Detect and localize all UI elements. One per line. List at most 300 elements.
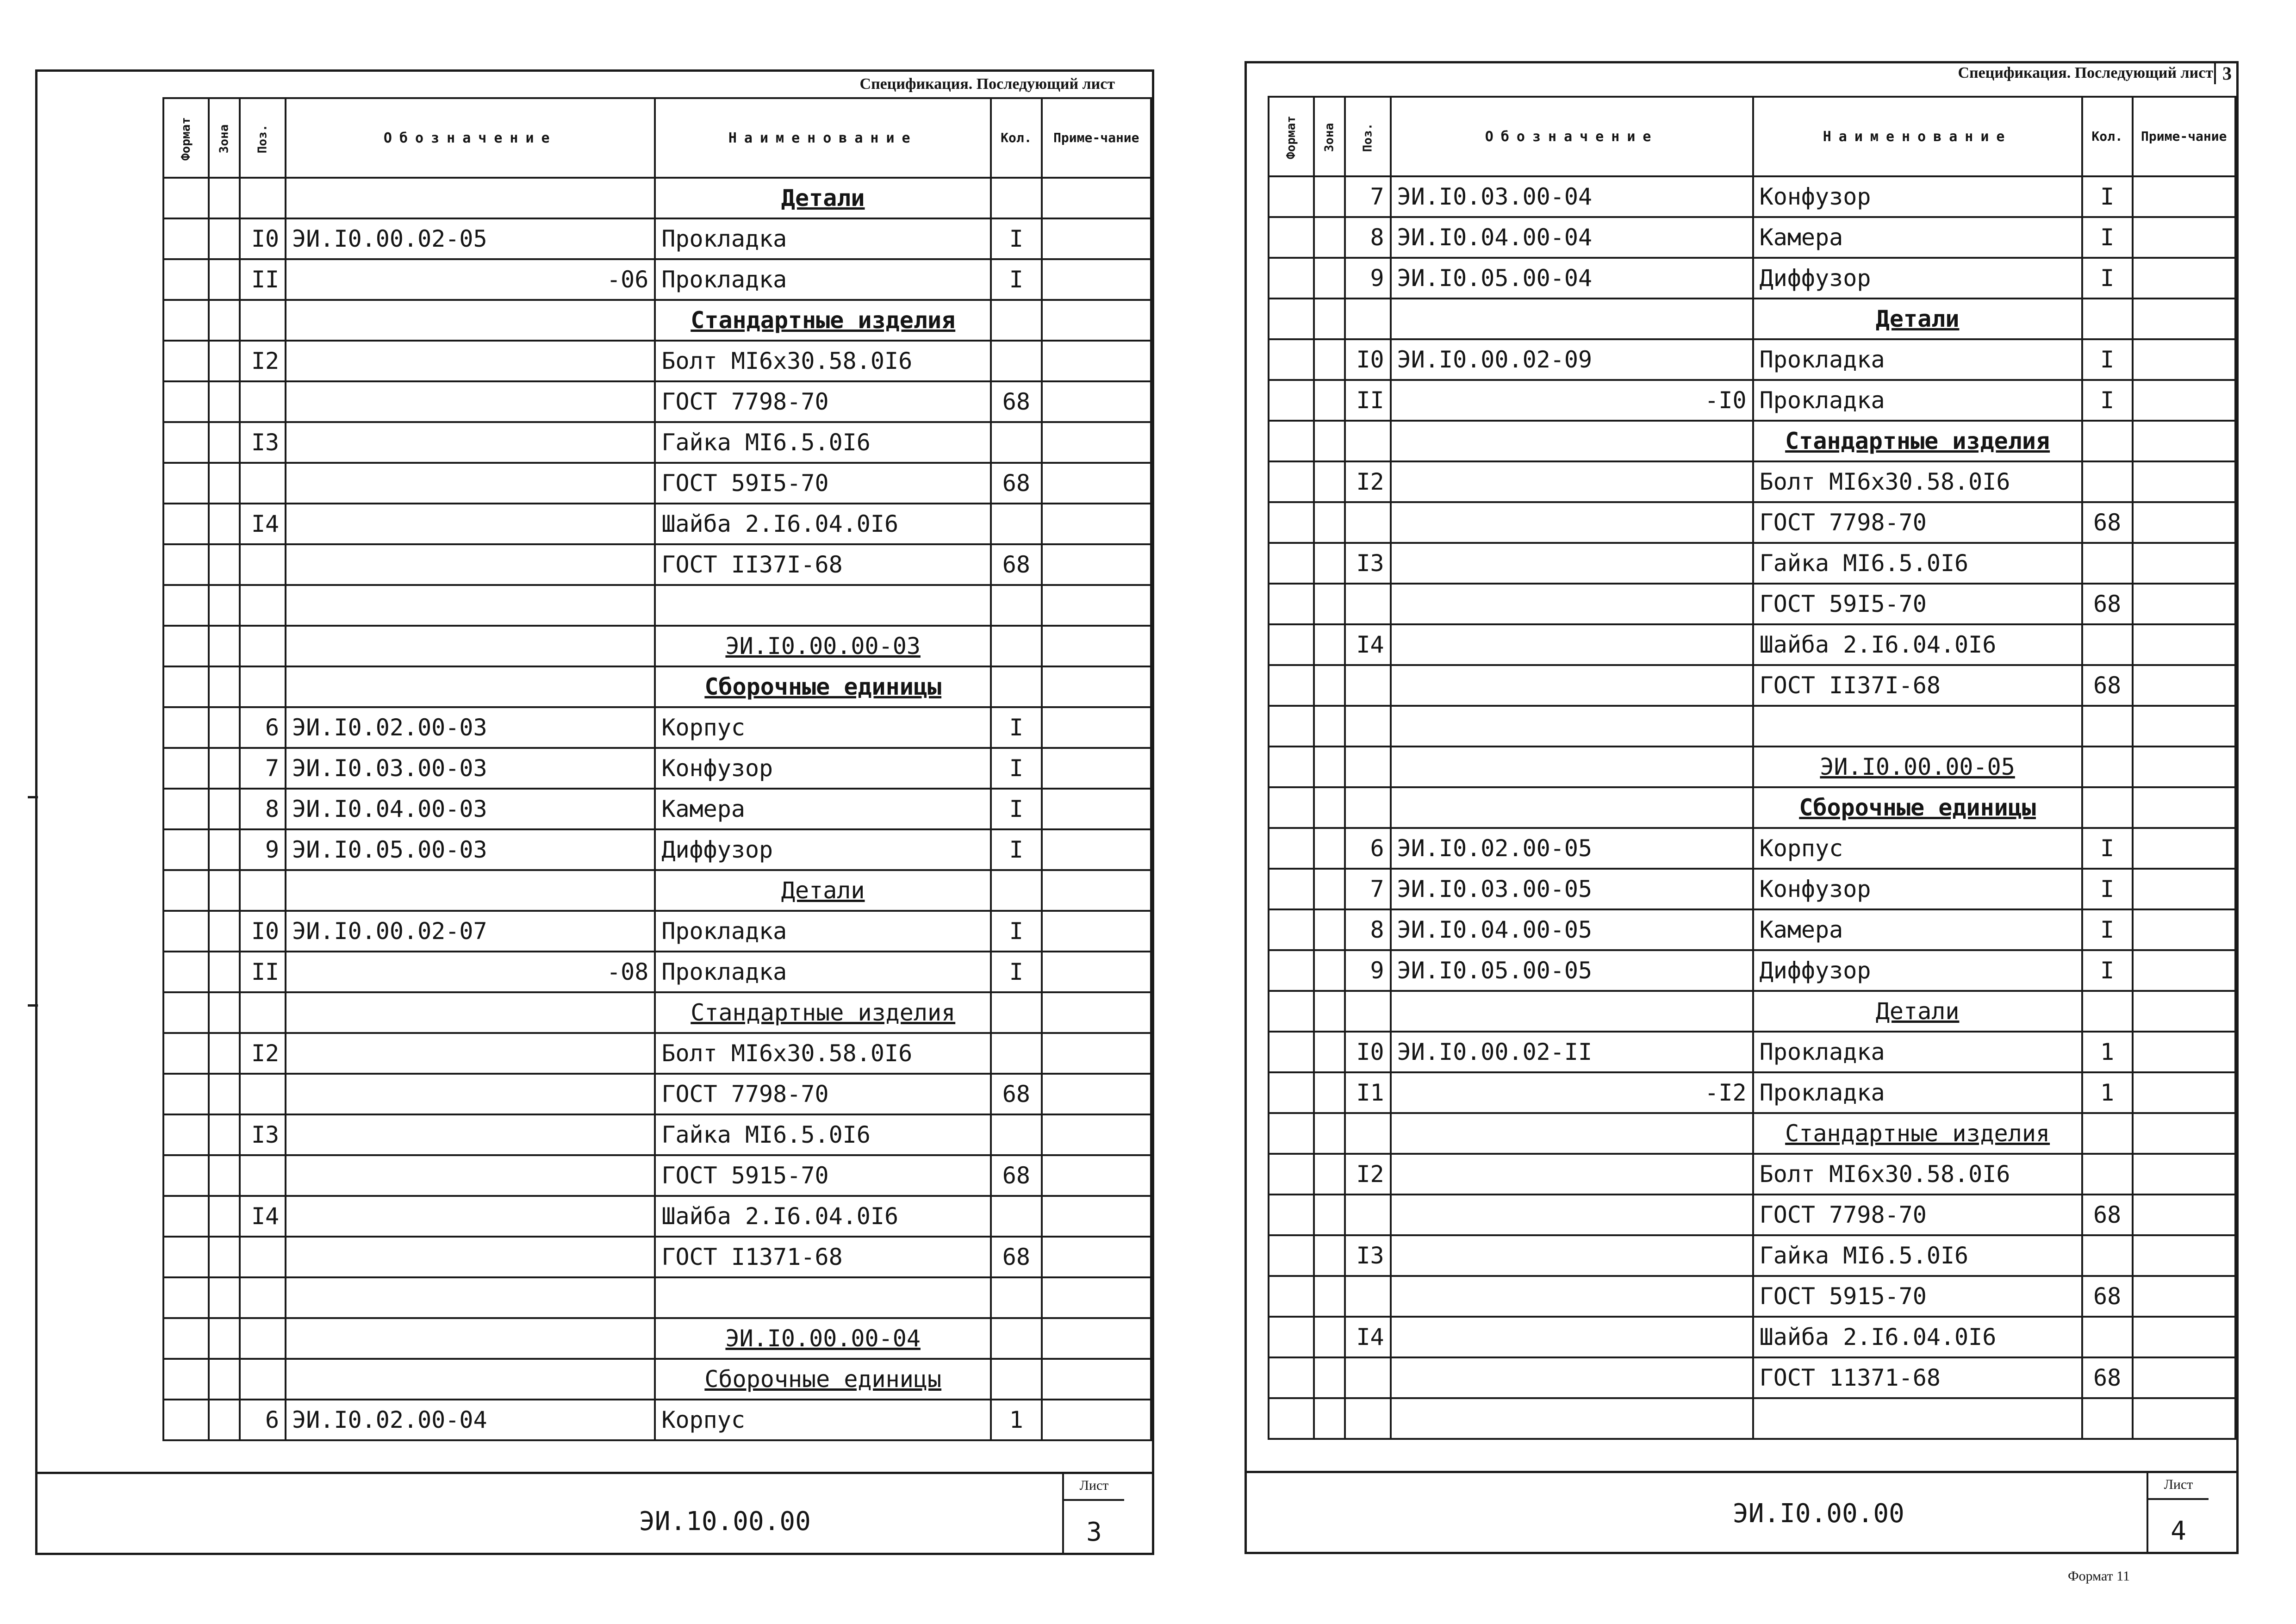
table-row <box>1269 461 2235 502</box>
qty-cell: I <box>991 911 1042 952</box>
pos-cell: 6 <box>240 707 286 748</box>
format-cell <box>163 259 209 300</box>
note-cell <box>1042 1359 1151 1400</box>
note-cell <box>1042 1196 1151 1237</box>
note-cell <box>1042 870 1151 911</box>
designation-cell <box>1391 299 1753 339</box>
name-cell: Гайка MI6.5.0I6 <box>655 422 991 463</box>
designation-cell <box>286 1074 655 1114</box>
zone-cell <box>1314 1235 1345 1276</box>
pos-cell: 6 <box>240 1400 286 1440</box>
zone-cell <box>209 585 240 626</box>
format-cell <box>1269 950 1314 991</box>
note-cell <box>1042 1114 1151 1155</box>
pos-cell <box>1345 1398 1391 1439</box>
designation-cell <box>1391 1154 1753 1195</box>
designation-cell <box>286 1318 655 1359</box>
note-cell <box>1042 1033 1151 1074</box>
table-row <box>1269 421 2235 461</box>
zone-cell <box>209 422 240 463</box>
designation-cell: ЭИ.I0.02.00-05 <box>1391 828 1753 869</box>
format-cell <box>163 463 209 504</box>
designation-cell: ЭИ.I0.04.00-03 <box>286 789 655 829</box>
note-cell <box>1042 381 1151 422</box>
zone-cell <box>1314 1154 1345 1195</box>
format-cell <box>1269 991 1314 1032</box>
format-cell <box>163 504 209 544</box>
table-row <box>1269 869 2235 909</box>
table-row <box>1269 624 2235 665</box>
zone-cell <box>209 911 240 952</box>
qty-cell: I <box>2082 909 2133 950</box>
qty-cell <box>2082 991 2133 1032</box>
note-cell <box>1042 504 1151 544</box>
zone-cell <box>209 341 240 381</box>
name-cell: Диффузор <box>1753 258 2082 299</box>
qty-cell: I <box>991 789 1042 829</box>
qty-cell <box>991 300 1042 341</box>
table-row <box>1269 584 2235 624</box>
qty-cell <box>991 1277 1042 1318</box>
table-row <box>1269 502 2235 543</box>
pos-cell <box>240 870 286 911</box>
qty-cell <box>991 870 1042 911</box>
zone-cell <box>1314 950 1345 991</box>
format-cell <box>1269 1357 1314 1398</box>
table-row <box>163 218 1151 259</box>
zone-cell <box>1314 543 1345 584</box>
qty-cell: 68 <box>991 544 1042 585</box>
designation-cell <box>286 666 655 707</box>
designation-cell: ЭИ.I0.04.00-05 <box>1391 909 1753 950</box>
table-row <box>1269 706 2235 747</box>
table-row <box>163 829 1151 870</box>
designation-cell: ЭИ.I0.05.00-04 <box>1391 258 1753 299</box>
pos-cell: I4 <box>240 1196 286 1237</box>
designation-cell <box>286 1155 655 1196</box>
format-cell <box>163 1114 209 1155</box>
zone-cell <box>1314 1398 1345 1439</box>
table-row <box>1269 176 2235 217</box>
pos-cell <box>240 381 286 422</box>
table-row <box>163 1155 1151 1196</box>
name-cell: Прокладка <box>1753 1032 2082 1072</box>
note-cell <box>2133 217 2235 258</box>
pos-cell: I0 <box>240 218 286 259</box>
name-cell: ГОСТ 7798-70 <box>1753 1195 2082 1235</box>
sheet-number-box <box>2147 1473 2209 1552</box>
name-cell: Гайка MI6.5.0I6 <box>1753 1235 2082 1276</box>
designation-cell <box>286 1196 655 1237</box>
designation-cell <box>286 626 655 666</box>
zone-cell <box>1314 299 1345 339</box>
column-header-pos: Поз. <box>240 98 286 178</box>
format-cell <box>1269 1398 1314 1439</box>
note-cell <box>2133 380 2235 421</box>
designation-cell: -I2 <box>1391 1072 1753 1113</box>
table-row <box>1269 787 2235 828</box>
pos-cell: I4 <box>1345 624 1391 665</box>
designation-cell <box>286 381 655 422</box>
note-cell <box>2133 828 2235 869</box>
table-row <box>163 178 1151 218</box>
pos-cell <box>240 1277 286 1318</box>
format-cell <box>163 218 209 259</box>
name-cell: Корпус <box>655 707 991 748</box>
qty-cell: 68 <box>2082 584 2133 624</box>
format-cell <box>1269 747 1314 787</box>
note-cell <box>2133 1235 2235 1276</box>
qty-cell <box>991 626 1042 666</box>
qty-cell <box>2082 543 2133 584</box>
designation-cell: ЭИ.I0.05.00-03 <box>286 829 655 870</box>
table-row <box>163 1359 1151 1400</box>
designation-cell: ЭИ.I0.03.00-03 <box>286 748 655 789</box>
pos-cell <box>240 1318 286 1359</box>
name-cell: Шайба 2.I6.04.0I6 <box>655 504 991 544</box>
designation-cell <box>286 1033 655 1074</box>
qty-cell: I <box>2082 380 2133 421</box>
note-cell <box>2133 299 2235 339</box>
format-cell <box>163 626 209 666</box>
zone-cell <box>209 1114 240 1155</box>
designation-cell <box>1391 1276 1753 1317</box>
format-cell <box>163 1196 209 1237</box>
document-code: ЭИ.10.00.00 <box>639 1506 811 1537</box>
zone-cell <box>1314 176 1345 217</box>
name-cell <box>655 585 991 626</box>
pos-cell <box>240 178 286 218</box>
qty-cell: 68 <box>2082 1276 2133 1317</box>
name-cell: Сборочные единицы <box>655 666 991 707</box>
designation-cell <box>286 300 655 341</box>
table-row <box>1269 1072 2235 1113</box>
designation-cell <box>1391 1357 1753 1398</box>
qty-cell <box>991 585 1042 626</box>
zone-cell <box>209 1196 240 1237</box>
pos-cell <box>240 1359 286 1400</box>
format-cell <box>163 1155 209 1196</box>
table-row <box>163 911 1151 952</box>
designation-cell: ЭИ.I0.03.00-04 <box>1391 176 1753 217</box>
table-row <box>163 1074 1151 1114</box>
pos-cell: I2 <box>240 341 286 381</box>
name-cell: Конфузор <box>1753 176 2082 217</box>
zone-cell <box>209 178 240 218</box>
name-cell: ГОСТ 5915-70 <box>655 1155 991 1196</box>
zone-cell <box>209 1155 240 1196</box>
note-cell <box>1042 829 1151 870</box>
qty-cell <box>2082 1317 2133 1357</box>
name-cell: ЭИ.I0.00.00-03 <box>655 626 991 666</box>
note-cell <box>1042 1400 1151 1440</box>
table-row <box>163 952 1151 992</box>
zone-cell <box>1314 502 1345 543</box>
pos-cell: 8 <box>1345 217 1391 258</box>
designation-cell <box>286 544 655 585</box>
table-row <box>163 585 1151 626</box>
sheet-title: Спецификация. Последующий лист <box>1958 64 2213 81</box>
designation-cell: ЭИ.I0.00.02-09 <box>1391 339 1753 380</box>
spec-table <box>1268 96 2236 1440</box>
note-cell <box>2133 176 2235 217</box>
qty-cell <box>991 1359 1042 1400</box>
table-row <box>163 1196 1151 1237</box>
designation-cell <box>1391 991 1753 1032</box>
table-header-row <box>163 98 1151 178</box>
designation-cell <box>1391 1113 1753 1154</box>
note-cell <box>2133 1113 2235 1154</box>
pos-cell: 9 <box>1345 258 1391 299</box>
name-cell: Стандартные изделия <box>655 300 991 341</box>
zone-cell <box>209 381 240 422</box>
name-cell: Гайка MI6.5.0I6 <box>655 1114 991 1155</box>
pos-cell <box>240 992 286 1033</box>
designation-cell <box>1391 787 1753 828</box>
pos-cell <box>1345 1113 1391 1154</box>
zone-cell <box>209 1074 240 1114</box>
format-cell <box>163 1237 209 1277</box>
note-cell <box>1042 585 1151 626</box>
table-row <box>1269 1357 2235 1398</box>
note-cell <box>1042 1277 1151 1318</box>
pos-cell: I0 <box>1345 1032 1391 1072</box>
format-cell <box>1269 380 1314 421</box>
designation-cell <box>1391 1195 1753 1235</box>
name-cell: Сборочные единицы <box>655 1359 991 1400</box>
note-cell <box>1042 952 1151 992</box>
pos-cell: I3 <box>240 422 286 463</box>
column-header-zone: Зона <box>209 98 240 178</box>
column-header-note: Приме-чание <box>1042 98 1151 178</box>
qty-cell: I <box>2082 950 2133 991</box>
column-header-format: Формат <box>1269 97 1314 176</box>
name-cell: ГОСТ 11371-68 <box>1753 1357 2082 1398</box>
note-cell <box>2133 543 2235 584</box>
designation-cell <box>1391 1235 1753 1276</box>
pos-cell: II <box>240 259 286 300</box>
designation-cell <box>286 1277 655 1318</box>
format-cell <box>1269 299 1314 339</box>
qty-cell: I <box>2082 339 2133 380</box>
pos-cell <box>1345 706 1391 747</box>
pos-cell: 6 <box>1345 828 1391 869</box>
format-cell <box>163 748 209 789</box>
format-cell <box>163 381 209 422</box>
table-row <box>1269 339 2235 380</box>
designation-cell <box>286 585 655 626</box>
zone-cell <box>1314 665 1345 706</box>
qty-cell <box>2082 1154 2133 1195</box>
table-row <box>163 992 1151 1033</box>
table-row <box>1269 258 2235 299</box>
name-cell: Сборочные единицы <box>1753 787 2082 828</box>
pos-cell: 9 <box>1345 950 1391 991</box>
note-cell <box>2133 339 2235 380</box>
pos-cell: I2 <box>240 1033 286 1074</box>
pos-cell: I0 <box>240 911 286 952</box>
name-cell: Детали <box>655 178 991 218</box>
column-header-designation: Обозначение <box>1391 97 1753 176</box>
format-cell <box>163 1400 209 1440</box>
qty-cell: I <box>2082 869 2133 909</box>
zone-cell <box>1314 787 1345 828</box>
table-row <box>163 626 1151 666</box>
format-cell <box>1269 1276 1314 1317</box>
note-cell <box>1042 911 1151 952</box>
designation-cell: ЭИ.I0.05.00-05 <box>1391 950 1753 991</box>
format-cell <box>163 1074 209 1114</box>
pos-cell: II <box>1345 380 1391 421</box>
note-cell <box>2133 258 2235 299</box>
table-row <box>1269 1235 2235 1276</box>
table-row <box>163 544 1151 585</box>
qty-cell: 68 <box>2082 1195 2133 1235</box>
format-cell <box>163 544 209 585</box>
format-cell <box>1269 787 1314 828</box>
title-block <box>37 1472 1152 1553</box>
name-cell: Прокладка <box>1753 380 2082 421</box>
format-cell <box>1269 543 1314 584</box>
note-cell <box>1042 1074 1151 1114</box>
name-cell: ГОСТ II37I-68 <box>655 544 991 585</box>
designation-cell: ЭИ.I0.00.02-07 <box>286 911 655 952</box>
zone-cell <box>1314 1072 1345 1113</box>
name-cell: ГОСТ I1371-68 <box>655 1237 991 1277</box>
designation-cell <box>1391 421 1753 461</box>
pos-cell: I0 <box>1345 339 1391 380</box>
format-cell <box>163 178 209 218</box>
note-cell <box>1042 1155 1151 1196</box>
note-cell <box>1042 1318 1151 1359</box>
note-cell <box>2133 1317 2235 1357</box>
note-cell <box>1042 300 1151 341</box>
format-cell <box>163 707 209 748</box>
table-row <box>1269 380 2235 421</box>
designation-cell <box>1391 624 1753 665</box>
name-cell: Камера <box>1753 217 2082 258</box>
format-cell <box>1269 1032 1314 1072</box>
designation-cell: ЭИ.I0.04.00-04 <box>1391 217 1753 258</box>
table-row <box>163 707 1151 748</box>
pos-cell <box>240 1074 286 1114</box>
zone-cell <box>209 666 240 707</box>
zone-cell <box>209 626 240 666</box>
qty-cell: 68 <box>991 1155 1042 1196</box>
zone-cell <box>209 1400 240 1440</box>
column-header-designation: Обозначение <box>286 98 655 178</box>
name-cell: ЭИ.I0.00.00-04 <box>655 1318 991 1359</box>
zone-cell <box>1314 1317 1345 1357</box>
designation-cell <box>286 341 655 381</box>
format-cell <box>1269 176 1314 217</box>
format-cell <box>163 1033 209 1074</box>
qty-cell: 1 <box>991 1400 1042 1440</box>
table-row <box>163 504 1151 544</box>
table-row <box>163 870 1151 911</box>
format-cell <box>1269 258 1314 299</box>
designation-cell <box>1391 1317 1753 1357</box>
table-row <box>163 422 1151 463</box>
designation-cell <box>1391 1398 1753 1439</box>
column-header-zone: Зона <box>1314 97 1345 176</box>
designation-cell: ЭИ.I0.02.00-03 <box>286 707 655 748</box>
table-row <box>163 1277 1151 1318</box>
table-row <box>1269 1032 2235 1072</box>
qty-cell <box>2082 461 2133 502</box>
note-cell <box>2133 624 2235 665</box>
note-cell <box>1042 626 1151 666</box>
zone-cell <box>1314 258 1345 299</box>
format-cell <box>163 911 209 952</box>
qty-cell: 68 <box>2082 665 2133 706</box>
designation-cell <box>1391 706 1753 747</box>
designation-cell <box>286 1114 655 1155</box>
zone-cell <box>1314 828 1345 869</box>
zone-cell <box>1314 747 1345 787</box>
zone-cell <box>209 300 240 341</box>
note-cell <box>2133 950 2235 991</box>
zone-cell <box>209 259 240 300</box>
designation-cell <box>1391 461 1753 502</box>
name-cell: Прокладка <box>655 259 991 300</box>
name-cell: ГОСТ II37I-68 <box>1753 665 2082 706</box>
spec-sheet-right <box>1244 61 2239 1584</box>
zone-cell <box>1314 1276 1345 1317</box>
table-row <box>1269 217 2235 258</box>
zone-cell <box>209 1359 240 1400</box>
qty-cell: I <box>991 707 1042 748</box>
format-cell <box>1269 421 1314 461</box>
pos-cell <box>240 300 286 341</box>
pos-cell <box>1345 991 1391 1032</box>
format-cell <box>163 952 209 992</box>
name-cell: Корпус <box>655 1400 991 1440</box>
sheet-label: Лист <box>2148 1477 2209 1500</box>
pos-cell: I4 <box>240 504 286 544</box>
column-header-name: Наименование <box>655 98 991 178</box>
table-row <box>163 1237 1151 1277</box>
name-cell: Прокладка <box>1753 1072 2082 1113</box>
qty-cell <box>2082 421 2133 461</box>
format-cell <box>1269 584 1314 624</box>
name-cell: Болт MI6х30.58.0I6 <box>1753 1154 2082 1195</box>
designation-cell <box>286 422 655 463</box>
table-row <box>163 748 1151 789</box>
zone-cell <box>209 1277 240 1318</box>
qty-cell: I <box>2082 176 2133 217</box>
qty-cell: I <box>991 259 1042 300</box>
table-row <box>1269 747 2235 787</box>
note-cell <box>2133 1276 2235 1317</box>
format-cell <box>163 341 209 381</box>
qty-cell: 1 <box>2082 1072 2133 1113</box>
qty-cell <box>2082 1398 2133 1439</box>
note-cell <box>2133 869 2235 909</box>
qty-cell: 68 <box>991 1074 1042 1114</box>
format-cell <box>163 422 209 463</box>
qty-cell <box>2082 1235 2133 1276</box>
format-cell <box>1269 1317 1314 1357</box>
designation-cell <box>1391 502 1753 543</box>
name-cell: Прокладка <box>655 911 991 952</box>
note-cell <box>1042 544 1151 585</box>
zone-cell <box>1314 217 1345 258</box>
designation-cell: ЭИ.I0.03.00-05 <box>1391 869 1753 909</box>
pos-cell: I3 <box>1345 543 1391 584</box>
format-cell <box>1269 339 1314 380</box>
note-cell <box>1042 341 1151 381</box>
